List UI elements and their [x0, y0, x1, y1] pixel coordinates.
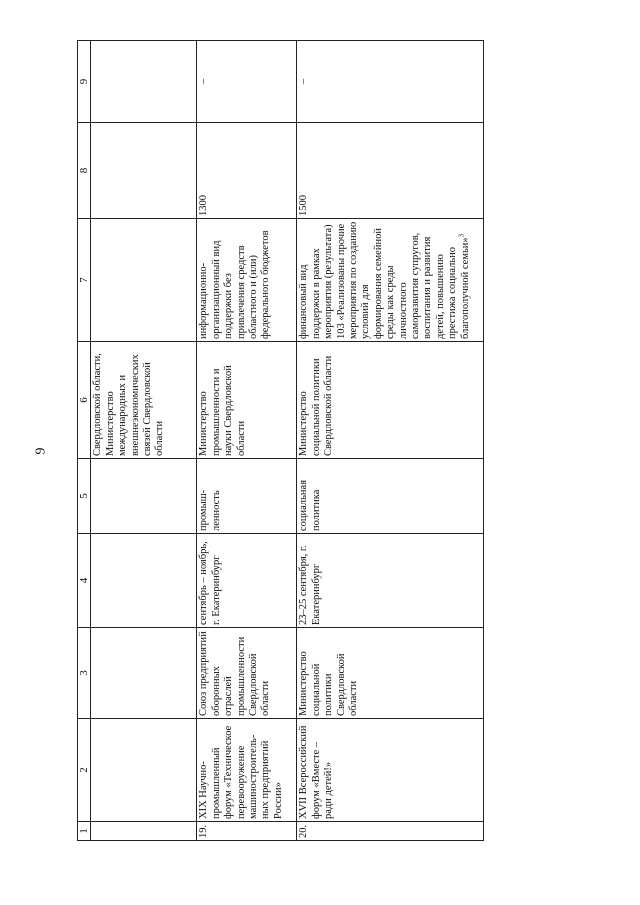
header-col-3: 3 — [78, 628, 91, 719]
continuation-responsible: Свердловской области, Министерство международных и внешнеэкономических связей Свердловской области — [91, 342, 197, 459]
event-name: XVII Всероссийский форум «Вместе – ради детей!» — [297, 719, 484, 822]
row-number: 19. — [197, 822, 297, 841]
support-text: финансовый вид поддержки в рамках мероприятия (результата) 103 «Реализованы прочие мероприятия по созданию условий для формирования семейной среды как среды личностного саморазвития супругов, воспитания и развития детей, повышению престижа социально благополучной семьи» — [298, 221, 471, 339]
table-row — [297, 41, 484, 841]
table-row — [197, 41, 297, 841]
dates-location: сентябрь – ноябрь, г. Екатеринбург — [197, 534, 297, 628]
header-col-2: 2 — [78, 719, 91, 822]
organizer: Министерство социальной политики Свердловской области — [297, 628, 484, 719]
sphere: промыш-ленность — [197, 459, 297, 534]
events-table — [77, 40, 484, 841]
column-number-header-row — [78, 41, 91, 841]
responsible-body: Министерство социальной политики Свердловской области — [297, 342, 484, 459]
support-type: информационно-организационный вид поддержки без привлечения средств областного и (или) федерального бюджетов — [197, 219, 297, 342]
participants: 1500 — [297, 123, 484, 219]
amount: – — [297, 41, 484, 123]
table-row-continuation — [91, 41, 197, 841]
header-col-4: 4 — [78, 534, 91, 628]
header-col-1: 1 — [78, 822, 91, 841]
footnote-marker: 3 — [457, 233, 466, 238]
row-number: 20. — [297, 822, 484, 841]
page-number: 9 — [33, 447, 49, 455]
support-type — [297, 219, 484, 342]
participants: 1300 — [197, 123, 297, 219]
sphere: социальная политика — [297, 459, 484, 534]
dates-location: 23–25 сентября, г. Екатеринбург — [297, 534, 484, 628]
amount: – — [197, 41, 297, 123]
header-col-7: 7 — [78, 219, 91, 342]
event-table-rotated — [77, 41, 487, 841]
header-col-6: 6 — [78, 342, 91, 459]
event-name: XIX Научно-промышленный форум «Техническое перевооружение машиностроитель-ных предприятий России» — [197, 719, 297, 822]
responsible-body: Министерство промышленности и науки Свердловской области — [197, 342, 297, 459]
header-col-9: 9 — [78, 41, 91, 123]
organizer: Союз предприятий оборонных отраслей промышленности Свердловской области — [197, 628, 297, 719]
header-col-8: 8 — [78, 123, 91, 219]
header-col-5: 5 — [78, 459, 91, 534]
